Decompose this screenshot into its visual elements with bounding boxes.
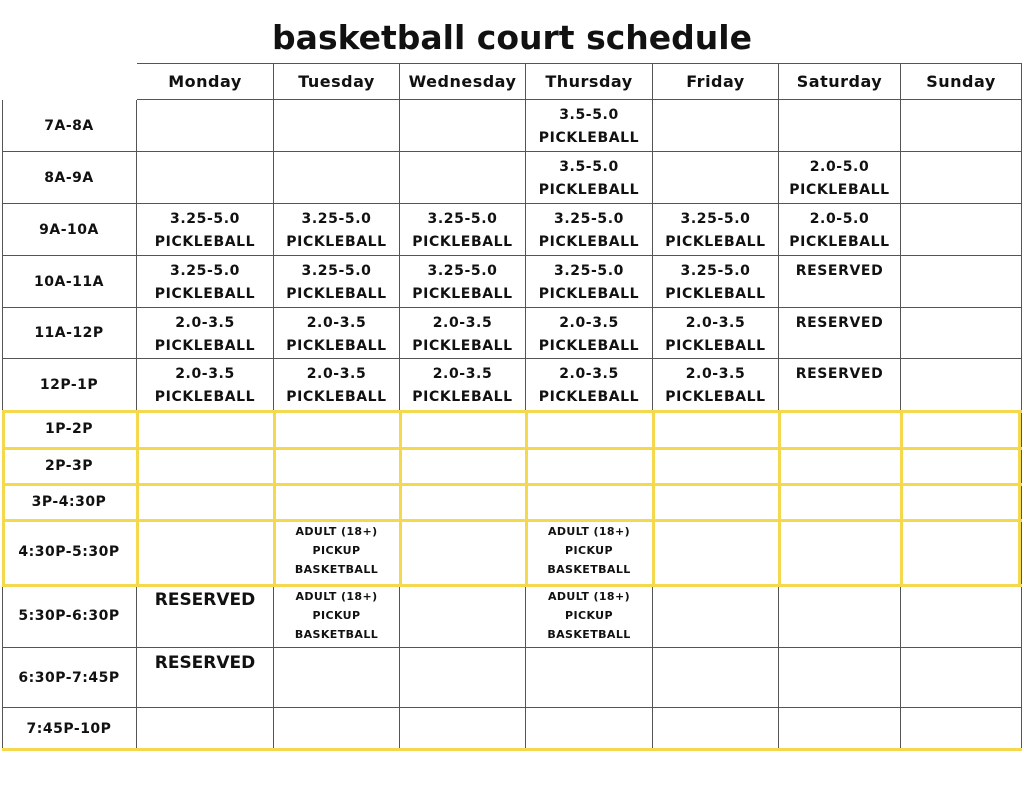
schedule-cell: 3.25-5.0 PICKLEBALL xyxy=(526,204,653,256)
schedule-cell: RESERVED xyxy=(779,359,901,411)
time-slot-label: 3P-4:30P xyxy=(2,484,137,520)
schedule-cell xyxy=(653,648,779,708)
schedule-cell: ADULT (18+) PICKUP BASKETBALL xyxy=(526,585,653,648)
time-slot-label: 2P-3P xyxy=(2,448,137,484)
schedule-cell xyxy=(526,648,653,708)
time-slot-label: 8A-9A xyxy=(2,152,137,204)
schedule-cell: 3.25-5.0 PICKLEBALL xyxy=(274,256,400,308)
schedule-cell xyxy=(274,708,400,750)
schedule-cell: 3.25-5.0 PICKLEBALL xyxy=(400,256,526,308)
schedule-table xyxy=(2,63,1022,750)
schedule-cell: 3.25-5.0 PICKLEBALL xyxy=(653,256,779,308)
schedule-cell xyxy=(274,152,400,204)
schedule-cell xyxy=(653,152,779,204)
schedule-cell xyxy=(779,648,901,708)
time-slot-label: 12P-1P xyxy=(2,359,137,411)
schedule-cell: ADULT (18+) PICKUP BASKETBALL xyxy=(274,585,400,648)
schedule-cell xyxy=(400,648,526,708)
schedule-cell xyxy=(274,100,400,152)
schedule-cell xyxy=(779,448,901,484)
schedule-cell: 2.0-3.5 PICKLEBALL xyxy=(526,359,653,411)
schedule-cell: 3.5-5.0 PICKLEBALL xyxy=(526,152,653,204)
time-slot-label: 4:30P-5:30P xyxy=(2,520,137,585)
schedule-cell: 2.0-3.5 PICKLEBALL xyxy=(526,308,653,359)
schedule-cell xyxy=(779,484,901,520)
schedule-cell: 2.0-3.5 PICKLEBALL xyxy=(137,359,274,411)
schedule-cell: 3.25-5.0 PICKLEBALL xyxy=(400,204,526,256)
schedule-cell xyxy=(779,100,901,152)
schedule-cell xyxy=(901,585,1022,648)
schedule-cell xyxy=(137,520,274,585)
schedule-cell xyxy=(400,100,526,152)
schedule-cell xyxy=(274,648,400,708)
schedule-cell: 3.5-5.0 PICKLEBALL xyxy=(526,100,653,152)
schedule-cell xyxy=(653,100,779,152)
schedule-cell: 3.25-5.0 PICKLEBALL xyxy=(274,204,400,256)
day-header-wednesday: Wednesday xyxy=(400,63,526,100)
schedule-cell xyxy=(653,585,779,648)
schedule-cell xyxy=(653,484,779,520)
time-slot-label: 1P-2P xyxy=(2,411,137,448)
schedule-cell xyxy=(901,648,1022,708)
schedule-cell xyxy=(400,585,526,648)
schedule-cell: ADULT (18+) PICKUP BASKETBALL xyxy=(526,520,653,585)
schedule-cell xyxy=(901,359,1022,411)
page-title: basketball court schedule xyxy=(272,18,752,57)
schedule-cell: 2.0-3.5 PICKLEBALL xyxy=(274,308,400,359)
schedule-cell xyxy=(526,484,653,520)
schedule-cell xyxy=(653,520,779,585)
time-slot-label: 5:30P-6:30P xyxy=(2,585,137,648)
schedule-cell xyxy=(526,708,653,750)
schedule-cell xyxy=(901,448,1022,484)
schedule-cell xyxy=(137,152,274,204)
schedule-cell xyxy=(400,708,526,750)
schedule-cell xyxy=(137,708,274,750)
day-header-thursday: Thursday xyxy=(526,63,653,100)
schedule-cell: 3.25-5.0 PICKLEBALL xyxy=(137,204,274,256)
schedule-cell xyxy=(901,152,1022,204)
schedule-cell xyxy=(653,411,779,448)
schedule-cell xyxy=(901,708,1022,750)
time-slot-label: 6:30P-7:45P xyxy=(2,648,137,708)
schedule-cell xyxy=(901,520,1022,585)
day-header-sunday: Sunday xyxy=(901,63,1022,100)
schedule-cell xyxy=(137,411,274,448)
schedule-cell xyxy=(400,448,526,484)
schedule-cell xyxy=(526,411,653,448)
schedule-cell: RESERVED xyxy=(137,585,274,648)
schedule-cell xyxy=(653,448,779,484)
day-header-tuesday: Tuesday xyxy=(274,63,400,100)
schedule-cell: 2.0-3.5 PICKLEBALL xyxy=(274,359,400,411)
schedule-cell: 2.0-3.5 PICKLEBALL xyxy=(400,308,526,359)
schedule-cell xyxy=(137,448,274,484)
schedule-cell xyxy=(137,484,274,520)
schedule-cell xyxy=(901,256,1022,308)
schedule-cell xyxy=(400,484,526,520)
schedule-cell xyxy=(901,100,1022,152)
schedule-cell xyxy=(400,520,526,585)
schedule-cell: 3.25-5.0 PICKLEBALL xyxy=(526,256,653,308)
day-header-friday: Friday xyxy=(653,63,779,100)
schedule-cell xyxy=(274,411,400,448)
schedule-cell: RESERVED xyxy=(779,256,901,308)
schedule-cell xyxy=(137,100,274,152)
schedule-cell xyxy=(901,411,1022,448)
schedule-cell: 2.0-5.0 PICKLEBALL xyxy=(779,204,901,256)
schedule-cell xyxy=(526,448,653,484)
schedule-cell: 2.0-3.5 PICKLEBALL xyxy=(653,359,779,411)
time-slot-label: 11A-12P xyxy=(2,308,137,359)
schedule-cell xyxy=(400,152,526,204)
schedule-cell xyxy=(653,708,779,750)
time-slot-label: 7A-8A xyxy=(2,100,137,152)
schedule-cell: 2.0-3.5 PICKLEBALL xyxy=(653,308,779,359)
schedule-cell xyxy=(901,484,1022,520)
schedule-cell xyxy=(274,484,400,520)
schedule-cell: RESERVED xyxy=(137,648,274,708)
schedule-cell: 3.25-5.0 PICKLEBALL xyxy=(137,256,274,308)
schedule-cell xyxy=(779,585,901,648)
schedule-cell: 3.25-5.0 PICKLEBALL xyxy=(653,204,779,256)
schedule-cell: 2.0-5.0 PICKLEBALL xyxy=(779,152,901,204)
schedule-cell xyxy=(779,520,901,585)
day-header-saturday: Saturday xyxy=(779,63,901,100)
schedule-cell xyxy=(274,448,400,484)
schedule-cell xyxy=(901,204,1022,256)
schedule-cell: RESERVED xyxy=(779,308,901,359)
schedule-cell xyxy=(779,411,901,448)
schedule-cell xyxy=(901,308,1022,359)
schedule-cell: 2.0-3.5 PICKLEBALL xyxy=(400,359,526,411)
time-slot-label: 7:45P-10P xyxy=(2,708,137,750)
time-slot-label: 9A-10A xyxy=(2,204,137,256)
schedule-cell xyxy=(400,411,526,448)
schedule-cell: 2.0-3.5 PICKLEBALL xyxy=(137,308,274,359)
day-header-monday: Monday xyxy=(137,63,274,100)
schedule-cell xyxy=(779,708,901,750)
schedule-cell: ADULT (18+) PICKUP BASKETBALL xyxy=(274,520,400,585)
time-slot-label: 10A-11A xyxy=(2,256,137,308)
